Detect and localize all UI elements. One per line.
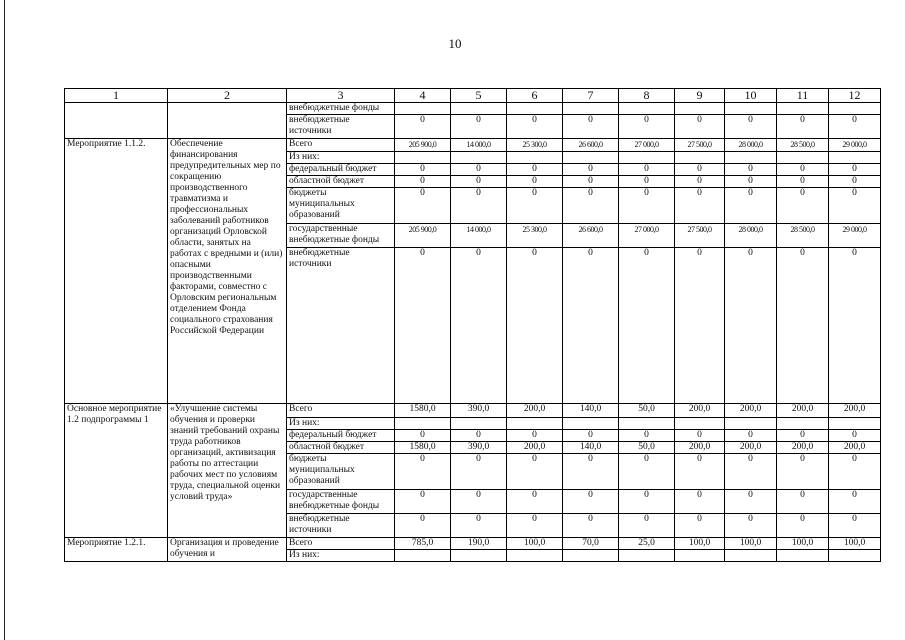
funding-source-cell: Всего xyxy=(287,538,395,550)
amount-cell: 27 000,0 xyxy=(619,139,675,152)
page-edge-line xyxy=(4,0,5,640)
amount-cell xyxy=(507,550,563,562)
amount-cell: 0 xyxy=(675,188,725,224)
amount-cell: 0 xyxy=(725,490,777,514)
amount-cell: 0 xyxy=(563,430,619,442)
amount-cell: 28 500,0 xyxy=(777,139,829,152)
amount-cell: 200,0 xyxy=(725,404,777,418)
amount-cell: 0 xyxy=(619,514,675,538)
amount-cell: 200,0 xyxy=(507,404,563,418)
amount-cell: 0 xyxy=(829,188,881,224)
funding-source-cell: внебюджетные источники xyxy=(287,514,395,538)
table-row xyxy=(65,404,881,418)
amount-cell: 25,0 xyxy=(619,538,675,550)
amount-cell: 0 xyxy=(725,514,777,538)
amount-cell: 70,0 xyxy=(563,538,619,550)
amount-cell xyxy=(619,418,675,430)
amount-cell xyxy=(725,103,777,115)
amount-cell: 0 xyxy=(829,164,881,176)
funding-source-cell: областной бюджет xyxy=(287,442,395,454)
amount-cell: 0 xyxy=(507,430,563,442)
amount-cell: 0 xyxy=(451,176,507,188)
amount-cell: 27 500,0 xyxy=(675,224,725,248)
amount-cell: 0 xyxy=(777,490,829,514)
amount-cell: 0 xyxy=(395,188,451,224)
funding-source-cell: бюджеты муниципальных образований xyxy=(287,454,395,490)
amount-cell xyxy=(777,550,829,562)
amount-cell xyxy=(395,152,451,164)
amount-cell: 1580,0 xyxy=(395,442,451,454)
amount-cell: 0 xyxy=(675,514,725,538)
amount-cell: 0 xyxy=(395,248,451,404)
amount-cell: 0 xyxy=(725,454,777,490)
funding-source-cell: внебюджетные источники xyxy=(287,248,395,404)
amount-cell xyxy=(563,550,619,562)
amount-cell: 0 xyxy=(507,490,563,514)
amount-cell xyxy=(675,152,725,164)
amount-cell: 390,0 xyxy=(451,404,507,418)
amount-cell: 0 xyxy=(507,176,563,188)
amount-cell: 0 xyxy=(507,188,563,224)
funding-source-cell: Из них: xyxy=(287,152,395,164)
column-number-header: 7 xyxy=(563,89,619,103)
amount-cell: 0 xyxy=(777,248,829,404)
amount-cell: 29 000,0 xyxy=(829,224,881,248)
column-number-header: 5 xyxy=(451,89,507,103)
column-number-header-row xyxy=(65,89,881,103)
amount-cell xyxy=(829,103,881,115)
amount-cell: 1580,0 xyxy=(395,404,451,418)
amount-cell xyxy=(619,103,675,115)
amount-cell: 0 xyxy=(675,115,725,139)
amount-cell: 200,0 xyxy=(675,404,725,418)
amount-cell: 0 xyxy=(619,430,675,442)
amount-cell: 0 xyxy=(563,176,619,188)
column-number-header: 9 xyxy=(675,89,725,103)
amount-cell: 0 xyxy=(619,115,675,139)
funding-source-cell: федеральный бюджет xyxy=(287,430,395,442)
amount-cell: 140,0 xyxy=(563,442,619,454)
amount-cell xyxy=(777,103,829,115)
measure-description-cell: Организация и проведение обучения и xyxy=(168,538,287,562)
amount-cell: 100,0 xyxy=(725,538,777,550)
amount-cell: 200,0 xyxy=(829,404,881,418)
amount-cell: 0 xyxy=(725,164,777,176)
amount-cell: 140,0 xyxy=(563,404,619,418)
amount-cell: 0 xyxy=(777,164,829,176)
amount-cell: 0 xyxy=(395,115,451,139)
amount-cell: 0 xyxy=(675,248,725,404)
amount-cell xyxy=(675,103,725,115)
amount-cell xyxy=(395,418,451,430)
amount-cell: 0 xyxy=(829,430,881,442)
measure-code-cell xyxy=(65,103,168,139)
amount-cell: 0 xyxy=(451,248,507,404)
amount-cell: 0 xyxy=(507,248,563,404)
amount-cell: 200,0 xyxy=(507,442,563,454)
amount-cell: 0 xyxy=(563,248,619,404)
amount-cell xyxy=(395,103,451,115)
amount-cell: 0 xyxy=(395,430,451,442)
amount-cell: 0 xyxy=(829,248,881,404)
column-number-header: 10 xyxy=(725,89,777,103)
funding-source-cell: Из них: xyxy=(287,550,395,562)
amount-cell: 0 xyxy=(395,164,451,176)
amount-cell: 28 000,0 xyxy=(725,224,777,248)
amount-cell: 100,0 xyxy=(829,538,881,550)
amount-cell xyxy=(829,418,881,430)
amount-cell: 390,0 xyxy=(451,442,507,454)
amount-cell: 0 xyxy=(619,490,675,514)
amount-cell xyxy=(675,418,725,430)
funding-source-cell: государственные внебюджетные фонды xyxy=(287,490,395,514)
amount-cell: 0 xyxy=(563,490,619,514)
amount-cell: 0 xyxy=(725,430,777,442)
amount-cell: 0 xyxy=(829,514,881,538)
amount-cell: 0 xyxy=(675,164,725,176)
amount-cell: 0 xyxy=(829,490,881,514)
amount-cell: 0 xyxy=(451,454,507,490)
amount-cell: 0 xyxy=(563,164,619,176)
column-number-header: 3 xyxy=(287,89,395,103)
amount-cell xyxy=(725,550,777,562)
amount-cell: 0 xyxy=(451,115,507,139)
amount-cell: 205 900,0 xyxy=(395,139,451,152)
amount-cell xyxy=(619,152,675,164)
amount-cell: 0 xyxy=(829,176,881,188)
amount-cell: 0 xyxy=(619,176,675,188)
amount-cell: 0 xyxy=(829,454,881,490)
amount-cell: 0 xyxy=(451,490,507,514)
funding-source-cell: федеральный бюджет xyxy=(287,164,395,176)
amount-cell: 0 xyxy=(675,490,725,514)
amount-cell: 200,0 xyxy=(829,442,881,454)
amount-cell: 0 xyxy=(451,164,507,176)
amount-cell: 0 xyxy=(619,248,675,404)
amount-cell: 205 900,0 xyxy=(395,224,451,248)
amount-cell: 100,0 xyxy=(777,538,829,550)
amount-cell xyxy=(507,152,563,164)
amount-cell: 0 xyxy=(829,115,881,139)
amount-cell: 0 xyxy=(507,514,563,538)
amount-cell: 14 000,0 xyxy=(451,224,507,248)
column-number-header: 1 xyxy=(65,89,168,103)
amount-cell: 27 000,0 xyxy=(619,224,675,248)
amount-cell: 0 xyxy=(619,164,675,176)
amount-cell: 0 xyxy=(395,176,451,188)
funding-source-cell: Всего xyxy=(287,139,395,152)
amount-cell xyxy=(395,550,451,562)
financing-table xyxy=(64,88,881,562)
column-number-header: 11 xyxy=(777,89,829,103)
amount-cell xyxy=(829,550,881,562)
amount-cell: 28 500,0 xyxy=(777,224,829,248)
amount-cell: 0 xyxy=(725,248,777,404)
table-row xyxy=(65,103,881,115)
measure-code-cell: Основное мероприятие 1.2 подпрограммы 1 xyxy=(65,404,168,538)
amount-cell xyxy=(725,152,777,164)
amount-cell xyxy=(777,152,829,164)
amount-cell: 50,0 xyxy=(619,404,675,418)
amount-cell: 0 xyxy=(395,454,451,490)
amount-cell xyxy=(451,103,507,115)
column-number-header: 8 xyxy=(619,89,675,103)
amount-cell: 25 300,0 xyxy=(507,139,563,152)
amount-cell xyxy=(777,418,829,430)
amount-cell xyxy=(563,103,619,115)
amount-cell xyxy=(829,152,881,164)
amount-cell: 26 600,0 xyxy=(563,224,619,248)
amount-cell: 0 xyxy=(451,514,507,538)
funding-source-cell: Всего xyxy=(287,404,395,418)
column-number-header: 6 xyxy=(507,89,563,103)
amount-cell: 0 xyxy=(451,430,507,442)
amount-cell: 0 xyxy=(395,490,451,514)
amount-cell: 190,0 xyxy=(451,538,507,550)
amount-cell xyxy=(563,418,619,430)
amount-cell: 0 xyxy=(507,164,563,176)
amount-cell: 0 xyxy=(619,454,675,490)
amount-cell xyxy=(451,550,507,562)
amount-cell: 0 xyxy=(777,514,829,538)
amount-cell xyxy=(725,418,777,430)
funding-source-cell: областной бюджет xyxy=(287,176,395,188)
amount-cell: 0 xyxy=(725,115,777,139)
amount-cell: 0 xyxy=(563,454,619,490)
amount-cell: 0 xyxy=(563,188,619,224)
measure-description-cell: Обеспечение финансирования предупредительных мер по сокращению производственного травматизма и профессиональных заболеваний работников организаций Орловской области, занятых на работах с вредными и (или) опасными производственными факторами, совместно с Орловским региональным отделением Фонда социального страхования Российской Федерации xyxy=(168,139,287,404)
measure-description-cell xyxy=(168,103,287,139)
amount-cell: 25 300,0 xyxy=(507,224,563,248)
amount-cell: 0 xyxy=(777,115,829,139)
amount-cell xyxy=(675,550,725,562)
measure-description-cell: «Улучшение системы обучения и проверки знаний требований охраны труда работников организаций, активизация работы по аттестации рабочих мест по условиям труда, специальной оценки условий труда» xyxy=(168,404,287,538)
amount-cell: 0 xyxy=(507,454,563,490)
funding-source-cell: государственные внебюджетные фонды xyxy=(287,224,395,248)
amount-cell: 27 500,0 xyxy=(675,139,725,152)
funding-source-cell: внебюджетные источники xyxy=(287,115,395,139)
amount-cell: 0 xyxy=(777,188,829,224)
amount-cell: 0 xyxy=(507,115,563,139)
amount-cell: 28 000,0 xyxy=(725,139,777,152)
amount-cell: 0 xyxy=(451,188,507,224)
funding-source-cell: Из них: xyxy=(287,418,395,430)
amount-cell: 0 xyxy=(395,514,451,538)
amount-cell xyxy=(507,418,563,430)
column-number-header: 4 xyxy=(395,89,451,103)
amount-cell: 100,0 xyxy=(507,538,563,550)
amount-cell: 785,0 xyxy=(395,538,451,550)
amount-cell: 200,0 xyxy=(675,442,725,454)
measure-code-cell: Мероприятие 1.1.2. xyxy=(65,139,168,404)
amount-cell xyxy=(563,152,619,164)
amount-cell xyxy=(451,152,507,164)
column-number-header: 2 xyxy=(168,89,287,103)
amount-cell: 0 xyxy=(725,176,777,188)
amount-cell: 0 xyxy=(675,430,725,442)
amount-cell: 200,0 xyxy=(777,404,829,418)
amount-cell: 100,0 xyxy=(675,538,725,550)
amount-cell xyxy=(619,550,675,562)
amount-cell xyxy=(451,418,507,430)
amount-cell: 14 000,0 xyxy=(451,139,507,152)
amount-cell: 0 xyxy=(777,454,829,490)
amount-cell: 200,0 xyxy=(777,442,829,454)
amount-cell: 0 xyxy=(777,176,829,188)
amount-cell: 0 xyxy=(563,514,619,538)
column-number-header: 12 xyxy=(829,89,881,103)
amount-cell: 29 000,0 xyxy=(829,139,881,152)
amount-cell: 0 xyxy=(619,188,675,224)
table-row xyxy=(65,538,881,550)
amount-cell: 0 xyxy=(777,430,829,442)
amount-cell: 26 600,0 xyxy=(563,139,619,152)
amount-cell: 200,0 xyxy=(725,442,777,454)
amount-cell xyxy=(507,103,563,115)
amount-cell: 0 xyxy=(675,176,725,188)
amount-cell: 0 xyxy=(675,454,725,490)
measure-code-cell: Мероприятие 1.2.1. xyxy=(65,538,168,562)
amount-cell: 0 xyxy=(725,188,777,224)
table-row xyxy=(65,139,881,152)
funding-source-cell: бюджеты муниципальных образований xyxy=(287,188,395,224)
amount-cell: 0 xyxy=(563,115,619,139)
page-number: 10 xyxy=(448,36,462,51)
funding-source-cell: внебюджетные фонды xyxy=(287,103,395,115)
amount-cell: 50,0 xyxy=(619,442,675,454)
